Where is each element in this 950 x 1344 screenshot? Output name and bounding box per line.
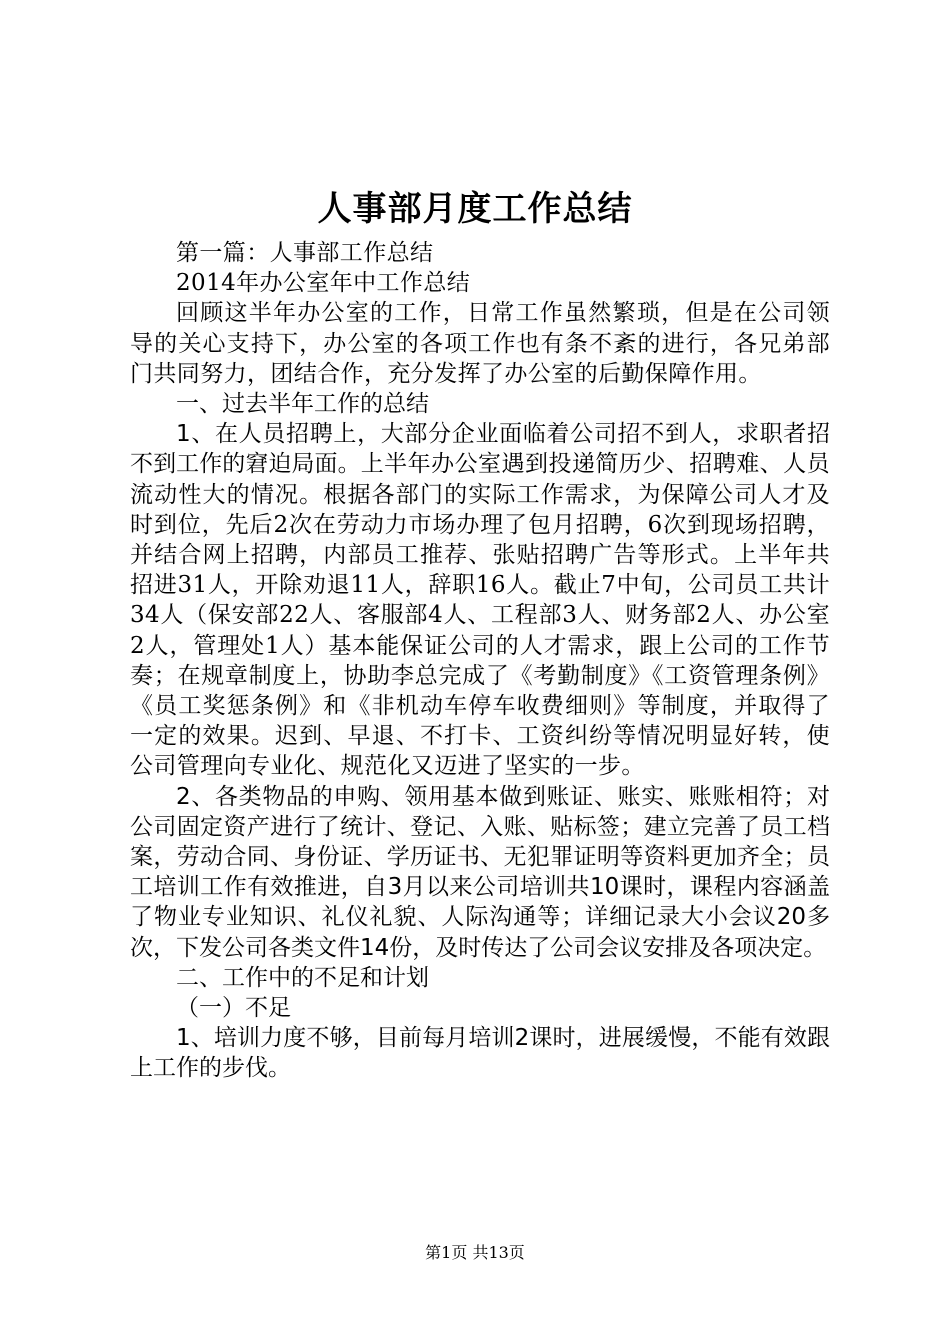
heading-shortcomings: （一）不足 — [176, 995, 291, 1022]
paragraph-recruitment — [130, 419, 830, 781]
section-heading-part-one: 第一篇：人事部工作总结 — [176, 240, 434, 266]
document-body — [130, 238, 830, 1084]
paragraph-review: 回顾这半年办公室的工作，日常工作虽然繁琐，但是在公司领导的关心支持下，办公室的各项工作也有条不紊的进行，各兄弟部门共同努力，团结合作，充分发挥了办公室的后勤保障作用。 — [130, 300, 830, 387]
heading-shortcomings-plans: 二、工作中的不足和计划 — [176, 964, 429, 991]
paragraph-recruitment-body: 上半年办公室遇到投递简历少、招聘难、人员流动性大的情况。根据各部门的实际工作需求，为保障公司人才及时到位，先后2次在劳动力市场办理了包月招聘，6次到现场招聘，并结合网上招聘，内部员工推荐、张贴招聘广告等形式。上半年共招进31人，开除劝退11人，辞职16人。截止7中旬，公司员工共计34人（保安部22人、客服部4人、工程部3人、财务部2人、办公室2人，管理处1人）基本能保证公司的人才需求，跟上公司的工作节奏；在规章制度上，协助李总完成了《考勤制度》《工资管理条例》《员工奖惩条例》和《非机动车停车收费细则》等制度，并取得了一定的效果。迟到、早退、不打卡、工资纠纷等情况明显好转，使公司管理向专业化、规范化又迈进了坚实的一步。 — [130, 451, 831, 780]
heading-past-half-year: 一、过去半年工作的总结 — [176, 391, 429, 418]
document-title: 人事部月度工作总结 — [317, 189, 633, 229]
subheading-midyear-summary: 2014年办公室年中工作总结 — [176, 270, 471, 297]
paragraph-materials: 2、各类物品的申购、领用基本做到账证、账实、账账相符；对公司固定资产进行了统计、登记、入账、贴标签；建立完善了员工档案，劳动合同、身份证、学历证书、无犯罪证明等资料更加齐全；员工培训工作有效推进，自3月以来公司培训共10课时，课程内容涵盖了物业专业知识、礼仪礼貌、人际沟通等；详细记录大小会议20多次，下发公司各类文件14份，及时传达了公司会议安排及各项决定。 — [130, 783, 830, 961]
paragraph-training: 1、培训力度不够，目前每月培训2课时，进展缓慢，不能有效跟上工作的步伐。 — [130, 1025, 830, 1082]
page-number: 第1页 共13页 — [425, 1243, 525, 1262]
paragraph-recruitment-lead: 1、在人员招聘上，大部分企业面临着公司招不到人，求职者招不到工作的窘迫局面。 — [130, 421, 830, 478]
